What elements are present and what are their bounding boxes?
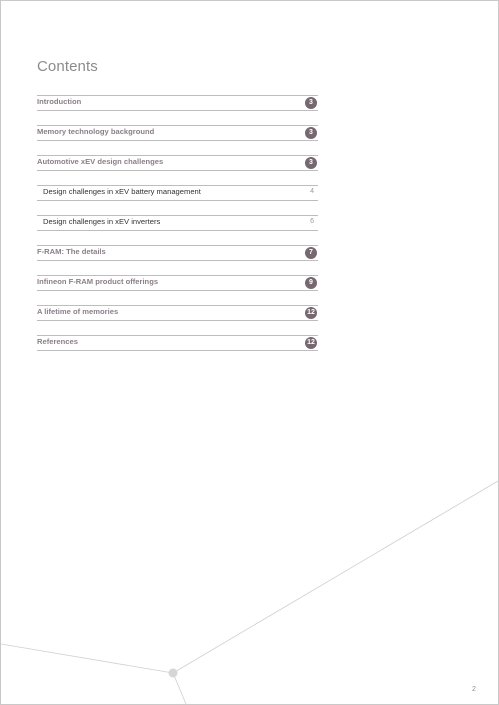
toc-entry-label: Design challenges in xEV inverters <box>43 217 161 226</box>
toc-entry-label: Automotive xEV design challenges <box>37 157 164 166</box>
toc-entry-automotive-xev-design-challenges[interactable] <box>37 155 318 171</box>
toc-page-number: 6 <box>310 218 314 225</box>
page-title: Contents <box>37 58 98 75</box>
network-line <box>173 481 498 673</box>
toc-entry-references[interactable] <box>37 335 318 351</box>
toc-page-number: 4 <box>310 188 314 195</box>
table-of-contents <box>37 95 318 365</box>
toc-entry-a-lifetime-of-memories[interactable] <box>37 305 318 321</box>
toc-subentry-battery-management[interactable] <box>37 185 318 201</box>
toc-entry-f-ram-the-details[interactable] <box>37 245 318 261</box>
toc-entry-label: A lifetime of memories <box>37 307 119 316</box>
network-line <box>173 673 186 704</box>
toc-entry-label: Introduction <box>37 97 82 106</box>
toc-entry-introduction[interactable] <box>37 95 318 111</box>
network-node <box>169 669 178 678</box>
page-number: 2 <box>472 686 476 693</box>
toc-entry-label: Infineon F-RAM product offerings <box>37 277 159 286</box>
toc-page-badge: 3 <box>305 127 317 139</box>
toc-entry-label: Design challenges in xEV battery management <box>43 187 201 196</box>
toc-page-badge: 7 <box>305 247 317 259</box>
toc-entry-label: Memory technology background <box>37 127 155 136</box>
toc-page-badge: 9 <box>305 277 317 289</box>
toc-page-badge: 3 <box>305 157 317 169</box>
toc-entry-memory-technology-background[interactable] <box>37 125 318 141</box>
toc-entry-label: References <box>37 337 78 346</box>
toc-page-badge: 12 <box>305 337 317 349</box>
toc-page-badge: 12 <box>305 307 317 319</box>
toc-subentry-inverters[interactable] <box>37 215 318 231</box>
toc-page-badge: 3 <box>305 97 317 109</box>
toc-entry-label: F-RAM: The details <box>37 247 106 256</box>
toc-entry-infineon-f-ram-product-offerings[interactable] <box>37 275 318 291</box>
network-line <box>1 644 173 673</box>
